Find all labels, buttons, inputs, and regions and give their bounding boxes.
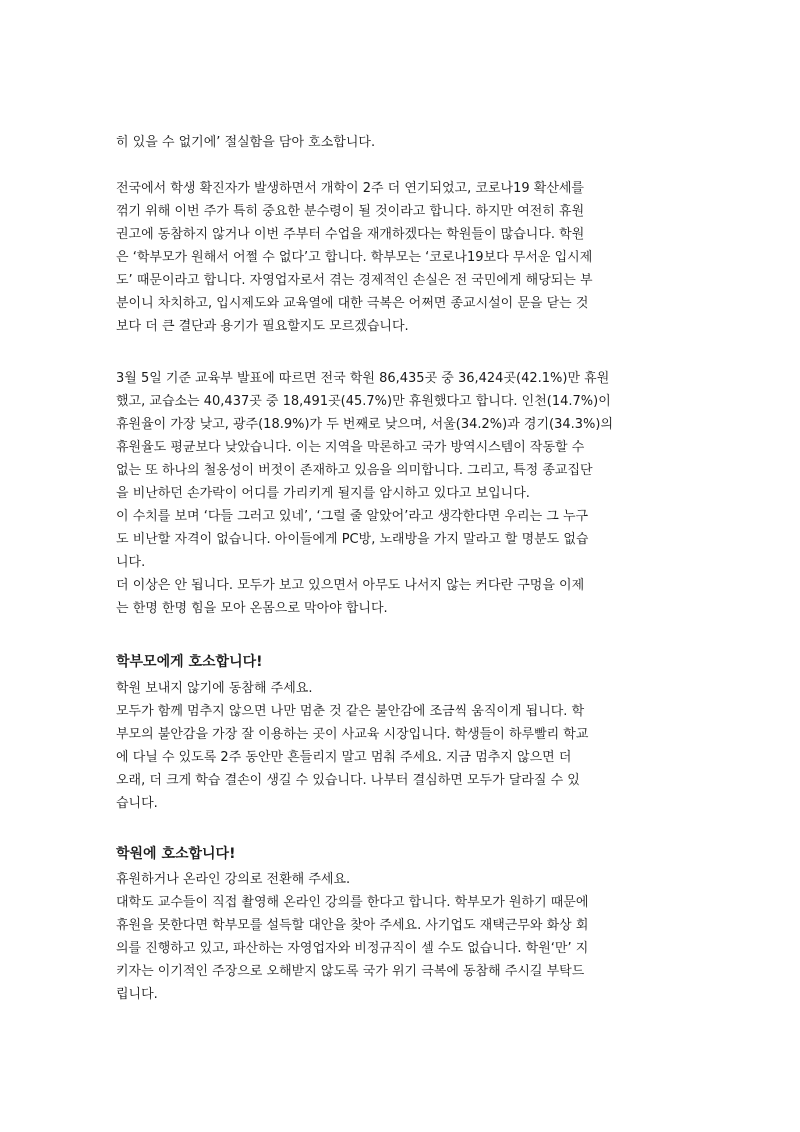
text-line: 휴원을 못한다면 학부모를 설득할 대안을 찾아 주세요. 사기업도 재택근무와 화상 회 xyxy=(116,918,589,933)
text-line: 이 수치를 보며 ‘다들 그러고 있네’, ‘그럴 줄 알았어’라고 생각한다면 우리는 그 누구 xyxy=(116,509,589,524)
text-line: 에 다닐 수 있도록 2주 동안만 흔들리지 말고 멈춰 주세요. 지금 멈추지 않으면 더 xyxy=(116,750,572,765)
text-line: 학원 보내지 않기에 동참해 주세요. xyxy=(116,681,313,696)
text-line: 휴원하거나 온라인 강의로 전환해 주세요. xyxy=(116,872,351,887)
text-line: 키자는 이기적인 주장으로 오해받지 않도록 국가 위기 극복에 동참해 주시길 부탁드 xyxy=(116,964,585,979)
text-line: 보다 더 큰 결단과 용기가 필요할지도 모르겠습니다. xyxy=(116,319,409,334)
text-line: 부모의 불안감을 가장 잘 이용하는 곳이 사교육 시장입니다. 학생들이 하루빨리 학교 xyxy=(116,727,589,742)
section-heading-parents: 학부모에게 호소합니다! xyxy=(116,654,263,670)
text-line: 없는 또 하나의 철옹성이 버젓이 존재하고 있음을 의미합니다. 그리고, 특정 종교집단 xyxy=(116,463,593,478)
text-line: 는 한명 한명 힘을 모아 온몸으로 막아야 합니다. xyxy=(116,601,388,616)
paragraph-intro-tail xyxy=(116,131,690,154)
text-line: 휴원율도 평균보다 낮았습니다. 이는 지역을 막론하고 국가 방역시스템이 작동할 수 xyxy=(116,440,585,455)
text-line: 도 비난할 자격이 없습니다. 아이들에게 PC방, 노래방을 가지 말라고 할 명분도 없습 xyxy=(116,532,589,547)
paragraph-academy-status xyxy=(116,177,690,338)
text-line: 권고에 동참하지 않거나 이번 주부터 수업을 재개하겠다는 학원들이 많습니다. 학원 xyxy=(116,227,585,242)
text-line: 휴원율이 가장 낮고, 광주(18.9%)가 두 번째로 낮으며, 서울(34.2%)과 경기(34.3%)의 xyxy=(116,417,614,432)
section-body-parents xyxy=(116,677,690,815)
text-line: 더 이상은 안 됩니다. 모두가 보고 있으면서 아무도 나서지 않는 커다란 구멍을 이제 xyxy=(116,578,585,593)
paragraph-statistics xyxy=(116,367,690,620)
text-line: 꺾기 위해 이번 주가 특히 중요한 분수령이 될 것이라고 합니다. 하지만 여전히 휴원 xyxy=(116,204,585,219)
text-line: 의를 진행하고 있고, 파산하는 자영업자와 비정규직이 셀 수도 없습니다. 학원‘만’ 지 xyxy=(116,941,589,956)
text-line: 전국에서 학생 확진자가 발생하면서 개학이 2주 더 연기되었고, 코로나19 확산세를 xyxy=(116,181,584,196)
text-line: 했고, 교습소는 40,437곳 중 18,491곳(45.7%)만 휴원했다고 합니다. 인천(14.7%)이 xyxy=(116,394,611,409)
text-line: 은 ‘학부모가 원해서 어쩔 수 없다’고 합니다. 학부모는 ‘코로나19보다 무서운 입시제 xyxy=(116,250,593,265)
section-heading-academies: 학원에 호소합니다! xyxy=(116,846,236,862)
text-line: 도’ 때문이라고 합니다. 자영업자로서 겪는 경제적인 손실은 전 국민에게 해당되는 부 xyxy=(116,273,593,288)
text-line: 3월 5일 기준 교육부 발표에 따르면 전국 학원 86,435곳 중 36,424곳(42.1%)만 휴원 xyxy=(116,371,610,386)
text-line: 오래, 더 크게 학습 결손이 생길 수 있습니다. 나부터 결심하면 모두가 달라질 수 있 xyxy=(116,773,580,788)
text-line: 분이니 차치하고, 입시제도와 교육열에 대한 극복은 어쩌면 종교시설이 문을 닫는 것 xyxy=(116,296,589,311)
text-line: 히 있을 수 없기에’ 절실함을 담아 호소합니다. xyxy=(116,135,376,150)
section-body-academies xyxy=(116,868,690,1006)
text-line: 니다. xyxy=(116,555,146,570)
text-line: 습니다. xyxy=(116,796,158,811)
text-line: 립니다. xyxy=(116,987,158,1002)
text-line: 모두가 함께 멈추지 않으면 나만 멈춘 것 같은 불안감에 조금씩 움직이게 됩니다. 학 xyxy=(116,704,585,719)
text-line: 대학도 교수들이 직접 촬영해 온라인 강의를 한다고 합니다. 학부모가 원하기 때문에 xyxy=(116,895,589,910)
text-line: 을 비난하던 손가락이 어디를 가리키게 될지를 암시하고 있다고 보입니다. xyxy=(116,486,530,501)
